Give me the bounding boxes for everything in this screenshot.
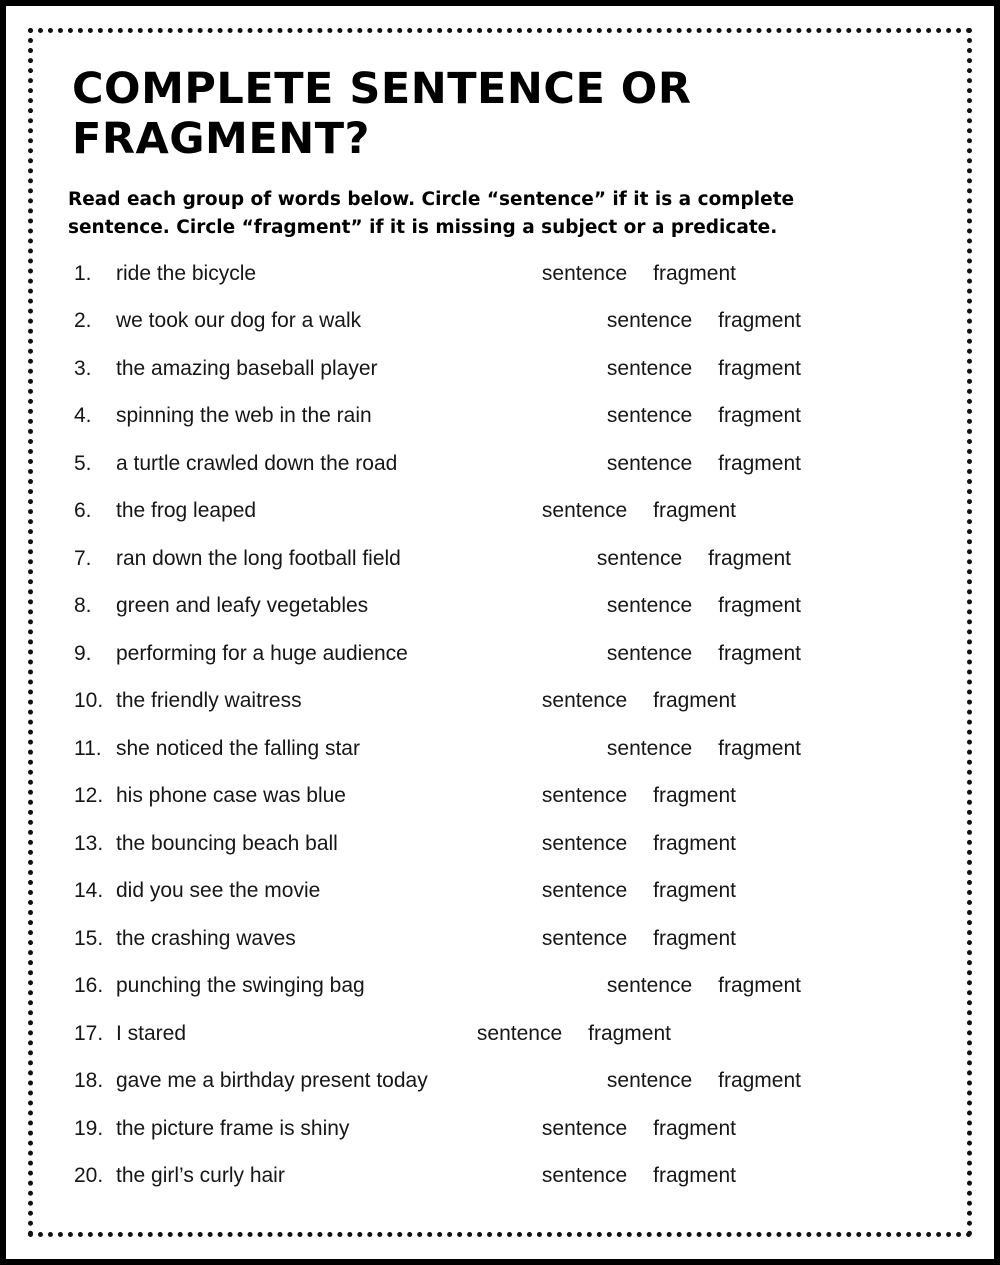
question-row	[68, 499, 936, 547]
choice-sentence[interactable]: sentence	[541, 879, 628, 902]
question-row	[68, 784, 936, 832]
question-row	[68, 1022, 936, 1070]
choice-sentence[interactable]: sentence	[606, 641, 693, 665]
question-phrase: performing for a huge audience	[116, 641, 408, 665]
answer-choices	[542, 689, 736, 713]
choice-sentence[interactable]: sentence	[541, 831, 628, 855]
choice-sentence[interactable]: sentence	[541, 499, 628, 522]
choice-sentence[interactable]: sentence	[541, 784, 628, 807]
choice-fragment[interactable]: fragment	[653, 1116, 736, 1140]
answer-choices	[542, 832, 736, 856]
answer-choices	[542, 879, 736, 903]
choice-fragment[interactable]: fragment	[718, 641, 801, 665]
question-row	[68, 1164, 936, 1212]
question-number: 5.	[74, 451, 92, 475]
choice-fragment[interactable]: fragment	[653, 689, 736, 712]
question-row	[68, 927, 936, 975]
question-row	[68, 974, 936, 1022]
question-number: 20.	[74, 1164, 104, 1187]
choice-sentence[interactable]: sentence	[541, 1164, 628, 1187]
question-number: 16.	[74, 974, 104, 997]
choice-sentence[interactable]: sentence	[476, 1021, 563, 1045]
question-number: 14.	[74, 879, 104, 902]
question-phrase: punching the swinging bag	[116, 974, 365, 997]
answer-choices	[607, 357, 801, 381]
question-phrase: ride the bicycle	[116, 261, 257, 285]
question-number: 7.	[74, 546, 92, 570]
question-number: 10.	[74, 689, 104, 712]
instructions-text: Read each group of words below. Circle “sentence” if it is a complete sentence. Circle “fragment” if it is missing a subject or a predicate.	[68, 189, 795, 238]
answer-choices	[607, 404, 801, 428]
question-phrase: we took our dog for a walk	[116, 309, 362, 332]
question-phrase: green and leafy vegetables	[116, 594, 369, 617]
answer-choices	[607, 1069, 801, 1093]
choice-sentence[interactable]: sentence	[541, 261, 628, 285]
question-row	[68, 309, 936, 357]
choice-fragment[interactable]: fragment	[718, 309, 801, 332]
answer-choices	[542, 927, 736, 951]
question-number: 9.	[74, 641, 92, 665]
choice-sentence[interactable]: sentence	[606, 736, 693, 760]
choice-fragment[interactable]: fragment	[718, 736, 801, 760]
question-phrase: ran down the long football field	[116, 546, 401, 570]
choice-fragment[interactable]: fragment	[718, 356, 801, 380]
question-row	[68, 404, 936, 452]
question-number: 17.	[74, 1021, 104, 1045]
question-phrase: spinning the web in the rain	[116, 404, 372, 427]
choice-sentence[interactable]: sentence	[541, 926, 628, 950]
answer-choices	[542, 784, 736, 808]
question-number: 19.	[74, 1116, 104, 1140]
question-phrase: the friendly waitress	[116, 689, 302, 712]
question-row	[68, 452, 936, 500]
question-number: 11.	[74, 736, 102, 760]
question-row	[68, 832, 936, 880]
question-phrase: the girl’s curly hair	[116, 1164, 285, 1187]
choice-fragment[interactable]: fragment	[718, 594, 801, 617]
worksheet-content	[64, 56, 936, 1219]
question-number: 1.	[74, 261, 92, 285]
question-list	[68, 262, 936, 1212]
question-number: 6.	[74, 499, 92, 522]
answer-choices	[597, 547, 791, 571]
question-phrase: gave me a birthday present today	[116, 1069, 428, 1092]
question-phrase: the crashing waves	[116, 926, 296, 950]
choice-fragment[interactable]: fragment	[653, 831, 736, 855]
choice-fragment[interactable]: fragment	[718, 1069, 801, 1092]
choice-sentence[interactable]: sentence	[606, 1069, 693, 1092]
question-phrase: a turtle crawled down the road	[116, 451, 398, 475]
choice-sentence[interactable]: sentence	[541, 689, 628, 712]
answer-choices	[607, 737, 801, 761]
question-phrase: the frog leaped	[116, 499, 257, 522]
question-row	[68, 262, 936, 310]
question-row	[68, 1069, 936, 1117]
question-number: 12.	[74, 784, 104, 807]
answer-choices	[542, 499, 736, 523]
question-phrase: the amazing baseball player	[116, 356, 378, 380]
choice-sentence[interactable]: sentence	[606, 309, 693, 332]
answer-choices	[542, 1164, 736, 1188]
choice-sentence[interactable]: sentence	[596, 546, 683, 570]
choice-fragment[interactable]: fragment	[653, 784, 736, 807]
question-number: 3.	[74, 356, 92, 380]
choice-sentence[interactable]: sentence	[606, 594, 693, 617]
question-phrase: did you see the movie	[116, 879, 321, 902]
question-row	[68, 357, 936, 405]
choice-sentence[interactable]: sentence	[606, 451, 693, 475]
question-number: 13.	[74, 831, 104, 855]
question-row	[68, 547, 936, 595]
choice-fragment[interactable]: fragment	[653, 1164, 736, 1187]
choice-fragment[interactable]: fragment	[588, 1021, 671, 1045]
choice-fragment[interactable]: fragment	[718, 404, 801, 427]
choice-fragment[interactable]: fragment	[653, 926, 736, 950]
question-number: 2.	[74, 309, 92, 332]
question-row	[68, 594, 936, 642]
choice-fragment[interactable]: fragment	[718, 974, 801, 997]
choice-sentence[interactable]: sentence	[606, 974, 693, 997]
answer-choices	[542, 262, 736, 286]
question-row	[68, 1117, 936, 1165]
question-number: 15.	[74, 926, 104, 950]
answer-choices	[542, 1117, 736, 1141]
page-title: COMPLETE SENTENCE OR FRAGMENT?	[72, 64, 692, 164]
answer-choices	[607, 594, 801, 618]
answer-choices	[607, 642, 801, 666]
question-phrase: I stared	[116, 1021, 187, 1045]
choice-fragment[interactable]: fragment	[653, 261, 736, 285]
question-phrase: his phone case was blue	[116, 784, 346, 807]
choice-sentence[interactable]: sentence	[606, 356, 693, 380]
question-number: 4.	[74, 404, 92, 427]
question-row	[68, 642, 936, 690]
choice-fragment[interactable]: fragment	[708, 546, 791, 570]
question-row	[68, 689, 936, 737]
question-phrase: she noticed the falling star	[116, 736, 360, 760]
question-phrase: the picture frame is shiny	[116, 1116, 350, 1140]
question-row	[68, 879, 936, 927]
question-phrase: the bouncing beach ball	[116, 831, 338, 855]
answer-choices	[607, 309, 801, 333]
question-row	[68, 737, 936, 785]
choice-fragment[interactable]: fragment	[653, 879, 736, 902]
answer-choices	[477, 1022, 671, 1046]
question-number: 18.	[74, 1069, 104, 1092]
choice-fragment[interactable]: fragment	[653, 499, 736, 522]
answer-choices	[607, 452, 801, 476]
answer-choices	[607, 974, 801, 998]
choice-sentence[interactable]: sentence	[541, 1116, 628, 1140]
choice-sentence[interactable]: sentence	[606, 404, 693, 427]
choice-fragment[interactable]: fragment	[718, 451, 801, 475]
question-number: 8.	[74, 594, 92, 617]
